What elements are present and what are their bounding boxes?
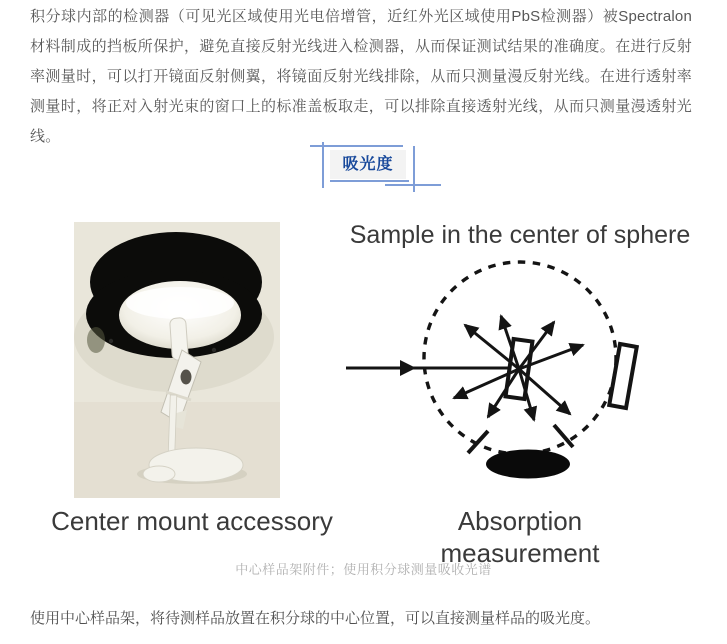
tab-frame-line-left <box>322 142 324 188</box>
tab-frame-line-bottom2 <box>385 184 441 186</box>
incident-beam-arrowhead <box>400 360 416 376</box>
diagram-title: Sample in the center of sphere <box>349 221 691 249</box>
closing-paragraph: 使用中心样品架，将待测样品放置在积分球的中心位置，可以直接测量样品的吸光度。 <box>30 610 601 627</box>
diagram-caption: Absorption measurement <box>440 506 600 568</box>
intro-paragraph: 积分球内部的检测器（可见光区域使用光电倍增管，近红外光区域使用PbS检测器）被Spectralon材料制成的挡板所保护，避免直接反射光线进入检测器，从而保证测试结果的准确度。在进行反射率测量时，可以打开镜面反射侧翼，将镜面反射光线排除，从而只测量漫反射光线。在进行透射率测量时，将正对入射光束的窗口上的标准盖板取走，可以排除直接透射光线，从而只测量漫透射光线。 <box>30 8 692 145</box>
tab-frame-line-bottom <box>330 180 409 182</box>
reference-plate <box>609 344 637 408</box>
photo-caption: Center mount accessory <box>51 506 333 536</box>
detector-ellipse <box>486 450 570 479</box>
center-mount-accessory-photo <box>74 222 280 498</box>
absorption-measurement-diagram <box>340 255 700 505</box>
section-tab-label[interactable]: 吸光度 <box>330 150 406 179</box>
section-tab-absorbance[interactable] <box>310 140 442 196</box>
figure-note: 中心样品架附件；使用积分球测量吸收光谱 <box>235 562 492 577</box>
